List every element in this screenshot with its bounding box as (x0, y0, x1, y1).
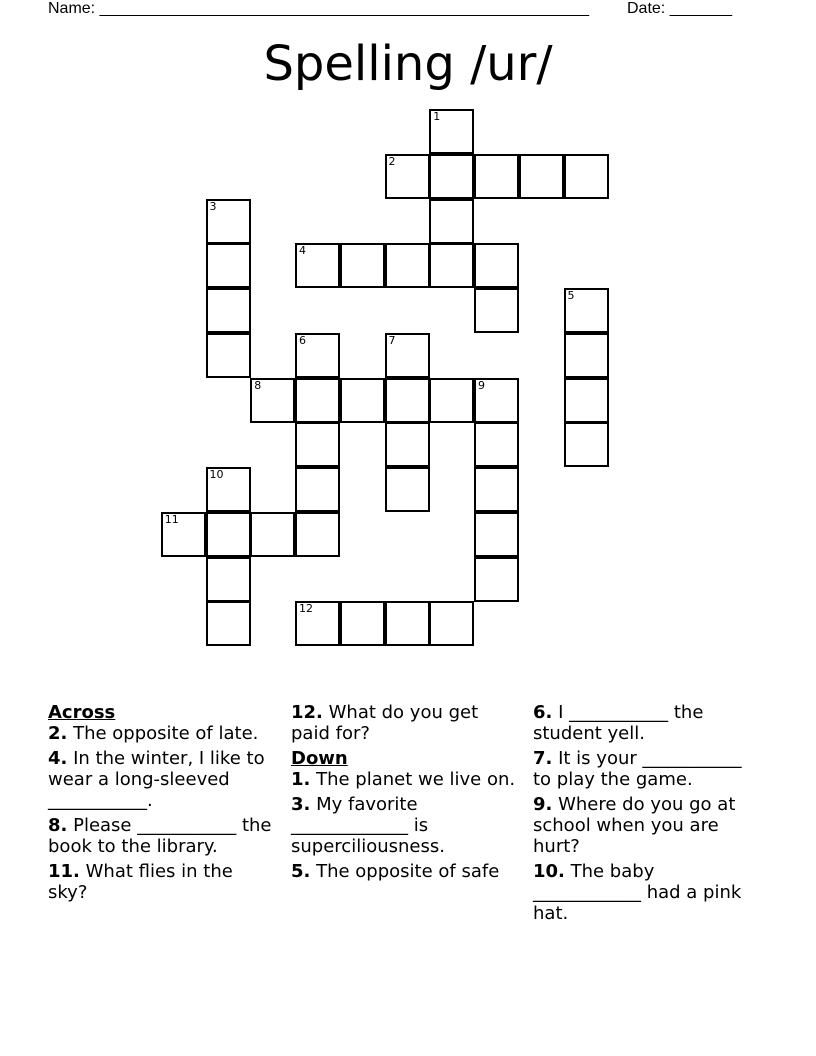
grid-cell[interactable] (474, 467, 519, 512)
clue-number: 2. (48, 723, 68, 744)
clue-text: Please ___________ the book to the library. (48, 815, 272, 857)
grid-cell[interactable] (206, 601, 251, 646)
grid-cell[interactable] (340, 243, 385, 288)
grid-cell[interactable] (474, 154, 519, 199)
grid-cell[interactable] (295, 512, 340, 557)
grid-cell[interactable] (206, 467, 251, 512)
clue-number: 4 (299, 244, 306, 258)
clue-number: 9. (533, 794, 553, 815)
clue-text: The baby ____________ had a pink hat. (533, 861, 742, 924)
grid-cell[interactable] (295, 333, 340, 378)
clue-number: 10 (209, 468, 224, 481)
clue-number: 6 (299, 333, 306, 347)
grid-cell[interactable] (429, 243, 474, 288)
grid-cell[interactable] (295, 467, 340, 512)
clue-number: 12 (299, 602, 313, 616)
grid-cell[interactable] (340, 378, 385, 423)
clue-number: 7. (533, 748, 553, 769)
grid-cell[interactable] (474, 422, 519, 467)
grid-cell[interactable] (250, 378, 295, 423)
clue-text: The planet we live on. (310, 769, 516, 790)
grid-cell[interactable] (564, 422, 609, 467)
clue-number: 5. (291, 861, 311, 882)
grid-cell[interactable] (429, 601, 474, 646)
clue-number: 8 (254, 378, 262, 392)
clue-number: 2 (388, 154, 396, 168)
clue-number: 8. (48, 815, 68, 836)
grid-cell[interactable] (474, 378, 519, 423)
clue-item (291, 702, 519, 744)
clue-number: 6. (533, 702, 553, 723)
grid-cell[interactable] (206, 512, 251, 557)
clue-item (533, 702, 761, 744)
grid-cell[interactable] (385, 243, 430, 288)
clue-number: 11 (164, 512, 179, 526)
clue-number: 11. (48, 861, 80, 882)
grid-cell[interactable] (385, 422, 430, 467)
grid-cell[interactable] (474, 288, 519, 333)
clue-text: My favorite _____________ is superciliousness. (291, 794, 445, 857)
clue-number: 3 (209, 199, 217, 213)
grid-cell[interactable] (429, 154, 474, 199)
grid-cell[interactable] (385, 601, 430, 646)
grid-cell[interactable] (161, 512, 206, 557)
clue-item (48, 815, 276, 857)
clues-column-3 (533, 702, 761, 928)
grid-cell[interactable] (564, 378, 609, 423)
grid-cell[interactable] (385, 378, 430, 423)
clue-item (533, 748, 761, 790)
grid-cell[interactable] (564, 154, 609, 199)
grid-cell[interactable] (564, 288, 609, 333)
grid-cell[interactable] (206, 288, 251, 333)
across-heading: Across (48, 702, 116, 723)
clue-item (533, 794, 761, 857)
name-field: Name: _______________________________________________________ (48, 0, 589, 17)
clue-text: What flies in the sky? (48, 861, 233, 903)
grid-cell[interactable] (295, 378, 340, 423)
clue-text: What do you get paid for? (291, 702, 479, 744)
grid-cell[interactable] (206, 333, 251, 378)
clue-number: 1 (433, 110, 441, 123)
clue-number: 7 (388, 333, 396, 347)
clue-number: 3. (291, 794, 311, 815)
clue-text: Where do you go at school when you are hurt? (533, 794, 736, 857)
clue-text: I ___________ the student yell. (533, 702, 704, 744)
clue-item (48, 861, 276, 903)
clue-number: 10. (533, 861, 565, 882)
clue-item (291, 769, 519, 790)
clues-column-2 (291, 702, 519, 886)
grid-cell[interactable] (340, 601, 385, 646)
clues-column-1 (48, 702, 276, 907)
grid-cell[interactable] (429, 199, 474, 244)
grid-cell[interactable] (206, 199, 251, 244)
grid-cell[interactable] (474, 512, 519, 557)
clue-number: 9 (478, 378, 485, 392)
grid-cell[interactable] (295, 243, 340, 288)
clue-text: In the winter, I like to wear a long-sleeved ___________. (48, 748, 265, 811)
clue-text: The opposite of late. (67, 723, 259, 744)
clue-item (291, 794, 519, 857)
clue-item (48, 748, 276, 811)
clue-number: 5 (567, 289, 575, 302)
grid-cell[interactable] (206, 243, 251, 288)
grid-cell[interactable] (474, 557, 519, 602)
clue-number: 12. (291, 702, 323, 723)
grid-cell[interactable] (429, 109, 474, 154)
clue-text: It is your ___________ to play the game. (533, 748, 742, 790)
grid-cell[interactable] (564, 333, 609, 378)
clue-item (48, 723, 276, 744)
clue-text: The opposite of safe (310, 861, 500, 882)
grid-cell[interactable] (474, 243, 519, 288)
grid-cell[interactable] (295, 422, 340, 467)
clue-item (291, 861, 519, 882)
grid-cell[interactable] (385, 154, 430, 199)
grid-cell[interactable] (295, 601, 340, 646)
grid-cell[interactable] (519, 154, 564, 199)
grid-cell[interactable] (385, 333, 430, 378)
grid-cell[interactable] (385, 467, 430, 512)
clue-item (533, 861, 761, 924)
grid-cell[interactable] (206, 557, 251, 602)
date-field: Date: _______ (627, 0, 732, 17)
grid-cell[interactable] (429, 378, 474, 423)
page-title: Spelling /ur/ (263, 36, 553, 92)
down-heading: Down (291, 748, 348, 769)
grid-cell[interactable] (250, 512, 295, 557)
clue-number: 4. (48, 748, 68, 769)
clue-number: 1. (291, 769, 311, 790)
